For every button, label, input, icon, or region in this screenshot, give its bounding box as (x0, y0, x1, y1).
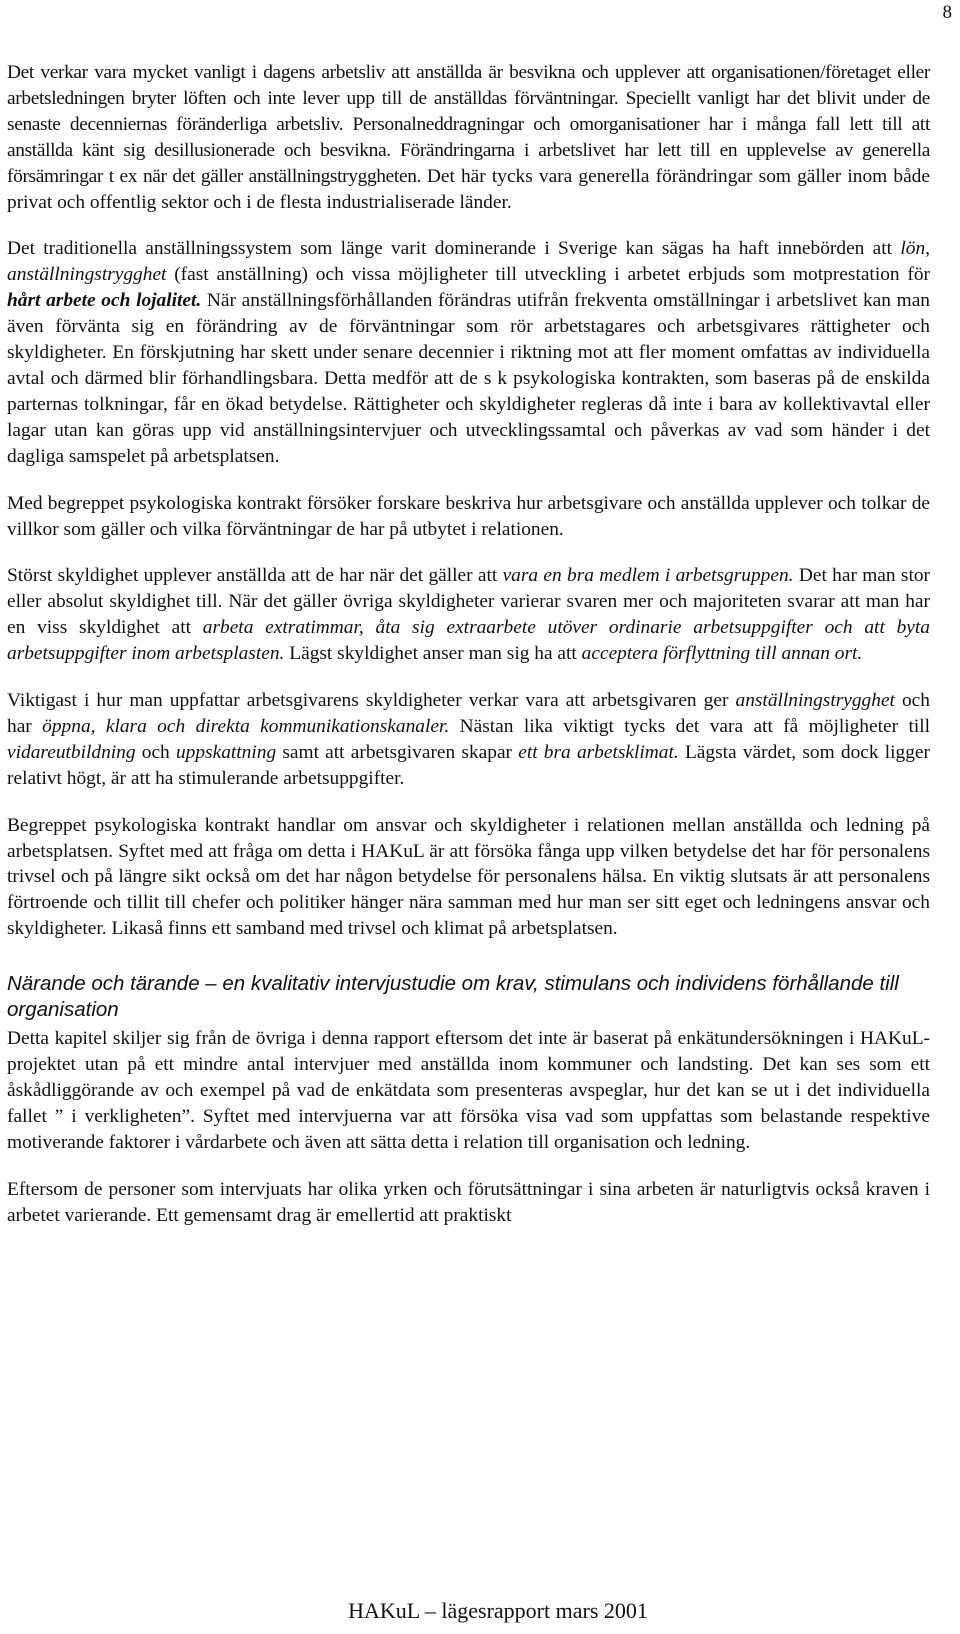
paragraph-5-text-k: Lägsta värdet, som dock ligger relativt högt, är att ha stimulerande arbetsuppgifter. (7, 741, 930, 789)
paragraph-6: Begreppet psykologiska kontrakt handlar om ansvar och skyldigheter i relationen mellan anställda och ledning på arbetsplatsen. Syftet med att fråga om detta i HAKuL är att försöka fånga upp vilken betydelse det har för personalens trivsel och på längre sikt också om det har någon betydelse för personalens hälsa. En viktig slutsats är att personalens förtroende och tillit till chefer och politiker hänger nära samman med hur man ser sitt eget och ledningens ansvar och skyldigheter. Likaså finns ett samband med trivsel och klimat på arbetsplatsen. (7, 814, 930, 940)
page-footer (0, 1598, 960, 1624)
paragraph-5-text-g: och (135, 741, 176, 763)
paragraph-8: Eftersom de personer som intervjuats har olika yrken och förutsättningar i sina arbeten är naturligtvis också kraven i arbetet varierande. Ett gemensamt drag är emellertid att praktiskt (7, 1178, 930, 1226)
paragraph-1 (7, 60, 930, 215)
paragraph-2-text-c: (fast anställning) och vissa möjligheter till utveckling i arbetet erbjuds som motprestation för (166, 264, 930, 286)
paragraph-3: Med begreppet psykologiska kontrakt försöker forskare beskriva hur arbetsgivare och anställda upplever och tolkar de villkor som gäller och vilka förväntningar de har på utbytet i relationen. (7, 492, 930, 540)
paragraph-2-emphasis-b: lön, anställningstrygghet (7, 238, 930, 286)
paragraph-5-text-i: samt att arbetsgivaren skapar (276, 741, 519, 763)
footer-text: HAKuL – lägesrapport mars 2001 (348, 1598, 648, 1623)
paragraph-2-text-e: När anställningsförhållanden förändras utifrån frekventa omställningar i arbetslivet kan man även förvänta sig en förändring av de förväntningar som rör arbetstagares och arbetsgivares rättigheter och skyldigheter. En förskjutning har skett under senare decennier i riktning mot att fler moment omfattas av individuella avtal och därmed blir förhandlingsbara. Detta medför att de s k psykologiska kontrakten, som baseras på de enskilda parternas tolkningar, får en ökad betydelse. Rättigheter och skyldigheter regleras då inte i bara av kollektivavtal eller lagar utan kan göras upp vid anställningsintervjuer och utvecklingssamtal och påverkas av vad som händer i det dagliga samspelet på arbetsplatsen. (7, 290, 931, 467)
paragraph-4-text-a: Störst skyldighet upplever anställda att de har när det gäller att (7, 565, 503, 587)
paragraph-5-text-a: Viktigast i hur man uppfattar arbetsgivarens skyldigheter verkar vara att arbetsgivaren ger (7, 690, 736, 712)
paragraph-4-text-e: Lägst skyldighet anser man sig ha att (284, 643, 582, 665)
paragraph-2 (7, 236, 930, 469)
paragraph-5-emphasis-h: uppskattning (175, 741, 277, 763)
section-heading: Närande och tärande – en kvalitativ intervjustudie om krav, stimulans och individens förhållande till organisation (7, 972, 899, 1022)
page-number: 8 (942, 2, 952, 23)
paragraph-1-part-1: Det verkar vara mycket vanligt i dagens arbetsliv att anställda är besvikna och upplever att organisationen/företaget eller arbetsledningen bryter löften och inte lever upp till de anställdas förväntningar. Speciellt vanligt har det blivit under de senaste decenniernas föränderliga arbetsliv. (7, 62, 930, 135)
paragraph-5 (7, 688, 930, 792)
paragraph-5-text-e: Nästan lika viktigt tycks det vara att få möjligheter till (449, 715, 930, 737)
paragraph-5-text-c: och har (7, 690, 930, 737)
paragraph-4-text-c: Det har man stor eller absolut skyldighet till. När det gäller övriga skyldigheter varierar svaren mer och majoriteten svarar att man har en viss skyldighet att (7, 565, 930, 639)
paragraph-4-emphasis-b: vara en bra medlem i arbetsgruppen. (502, 565, 794, 587)
paragraph-5-emphasis-b: anställningstrygghet (735, 690, 895, 712)
paragraph-1-part-2: Personalneddragningar och omorganisationer har i många fall lett till att anställda känt sig desillusionerade och besvikna. Förändringarna i arbetslivet har lett till en upplevelse av generella försämringar t ex när det gäller anställningstryggheten. (7, 113, 930, 187)
paragraph-4 (7, 563, 930, 667)
paragraph-7: Detta kapitel skiljer sig från de övriga i denna rapport eftersom det inte är baserat på enkätundersökningen i HAKuL-projektet utan på ett mindre antal intervjuer med anställda inom kommuner och landsting. Det kan ses som ett åskådliggörande av och exempel på vad de enkätdata som presenteras avspeglar, hur det kan se ut i det individuella fallet ” i verkligheten”. Syftet med intervjuerna var att försöka visa vad som uppfattas som belastande respektive motiverande faktorer i vårdarbete och även att sätta detta i relation till organisation och ledning. (7, 1028, 930, 1153)
paragraph-5-emphasis-j: ett bra arbetsklimat. (518, 741, 679, 763)
paragraph-1-part-3: Det här tycks vara generella förändringar som gäller inom både privat och offentlig sektor och i de flesta industrialiserade länder. (7, 165, 930, 213)
paragraph-2-text-a: Det traditionella anställningssystem som länge varit dominerande i Sverige kan sägas ha haft innebörden att (7, 238, 901, 260)
paragraph-2-emphasis-d: hårt arbete och lojalitet. (7, 290, 202, 312)
paragraph-5-emphasis-d: öppna, klara och direkta kommunikationskanaler. (42, 715, 450, 737)
paragraph-4-emphasis-d: arbeta extratimmar, åta sig extraarbete utöver ordinarie arbetsuppgifter och att byta arbetsuppgifter inom arbetsplasten. (7, 617, 930, 665)
document-body (7, 60, 930, 1250)
paragraph-5-emphasis-f: vidareutbildning (7, 741, 136, 763)
paragraph-4-emphasis-f: acceptera förflyttning till annan ort. (581, 643, 863, 665)
